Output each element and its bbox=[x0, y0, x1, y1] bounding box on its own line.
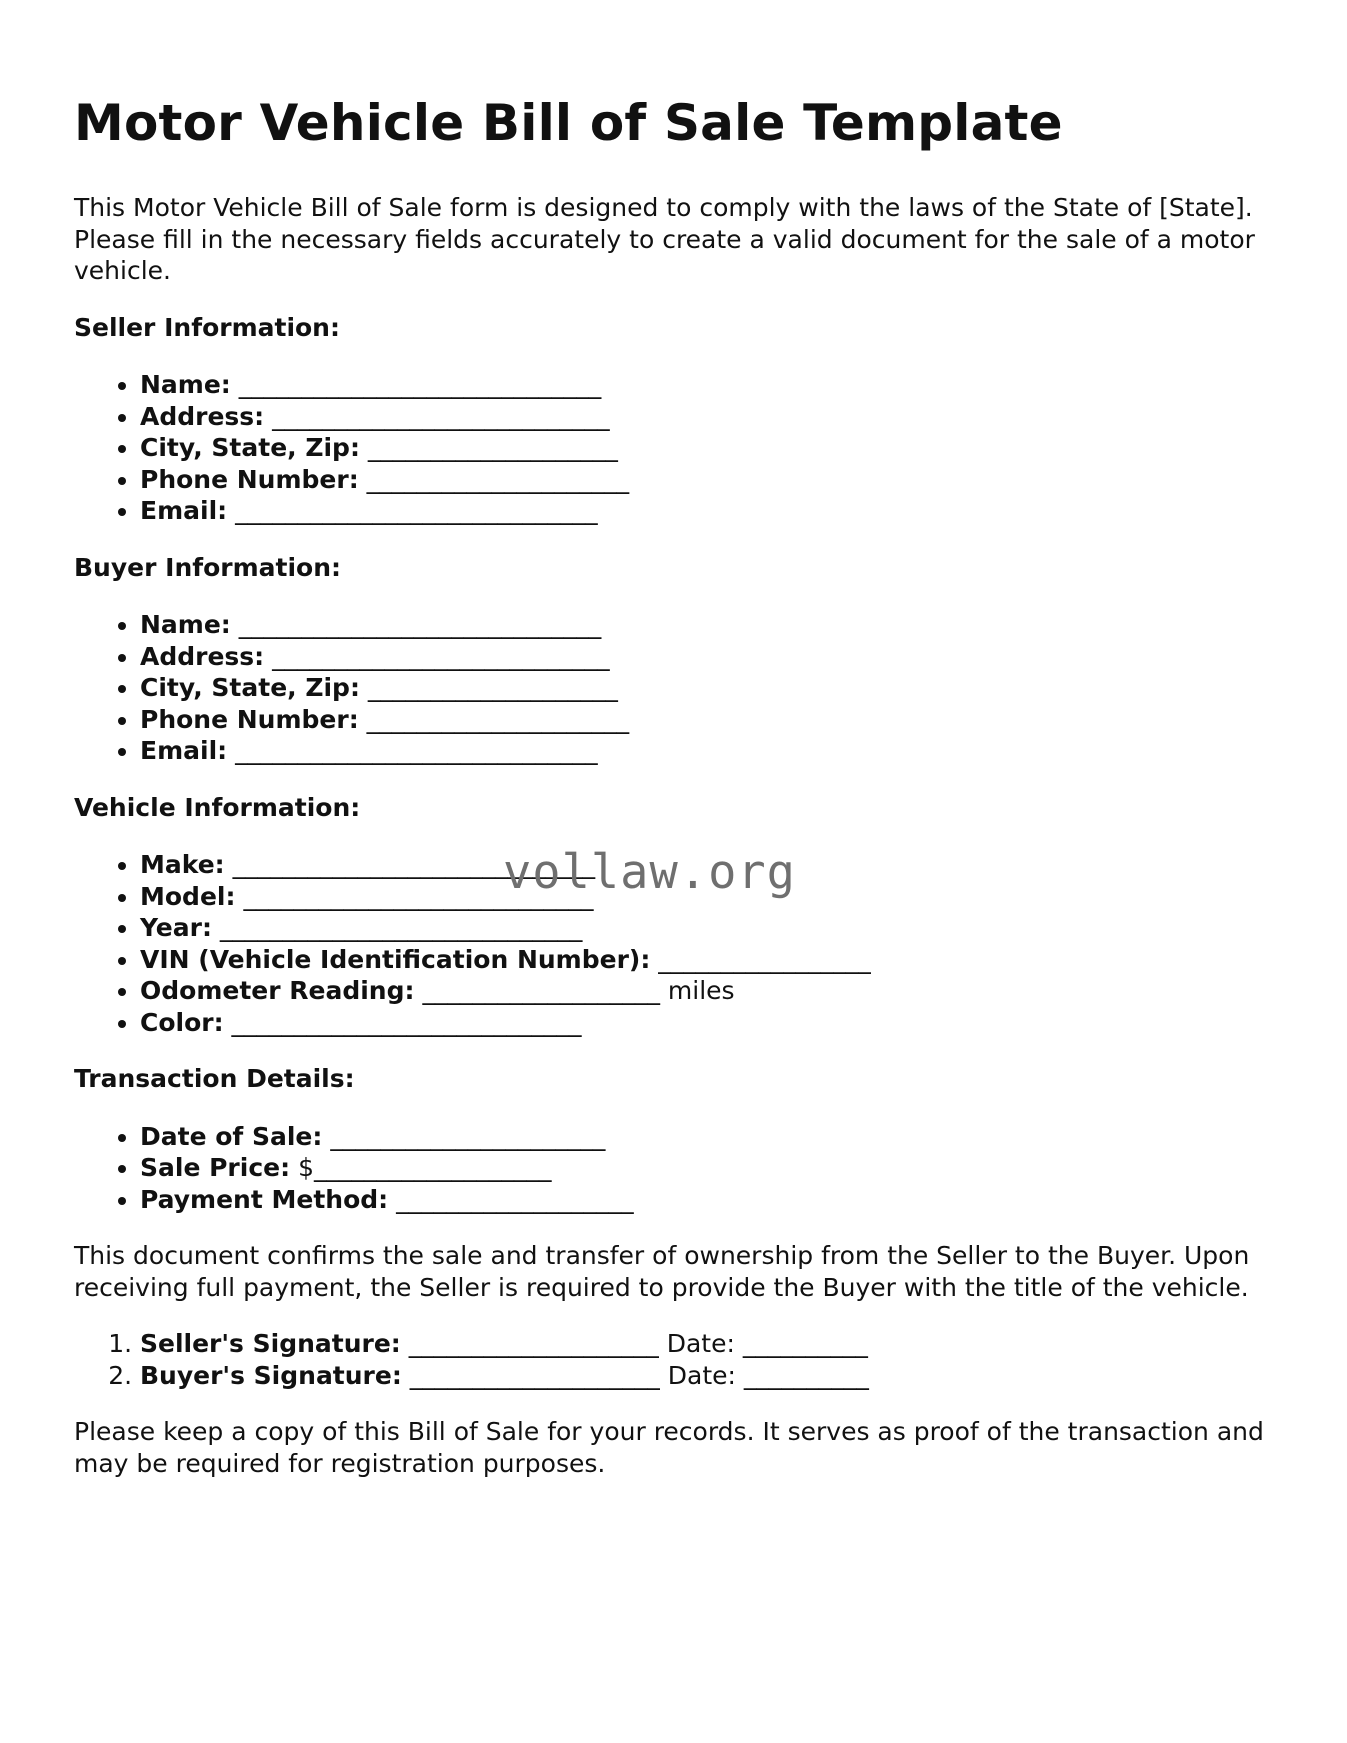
field-blank[interactable]: _____________________________ bbox=[238, 610, 602, 639]
closing-paragraph: Please keep a copy of this Bill of Sale for your records. It serves as proof of the transaction and may be required for registration purposes. bbox=[74, 1417, 1264, 1478]
vehicle-year-field bbox=[140, 912, 1294, 944]
buyer-fields-list bbox=[74, 609, 1294, 767]
vehicle-vin-field bbox=[140, 944, 1294, 976]
field-label: Model: bbox=[140, 881, 236, 911]
buyer-phone-field bbox=[140, 704, 1294, 736]
seller-phone-field bbox=[140, 464, 1294, 496]
intro-paragraph: This Motor Vehicle Bill of Sale form is designed to comply with the laws of the State of [State]. Please fill in the necessary fields accurately to create a valid document for the sale of a motor vehicle. bbox=[74, 193, 1255, 285]
document-page bbox=[74, 92, 1294, 1479]
buyer-address-field bbox=[140, 641, 1294, 673]
field-label: Address: bbox=[140, 401, 265, 431]
field-label: Email: bbox=[140, 736, 228, 765]
buyer-heading: Buyer Information: bbox=[74, 552, 342, 582]
field-blank[interactable]: _____________________________ bbox=[238, 370, 602, 399]
buyer-name-field bbox=[140, 609, 1294, 641]
transaction-heading: Transaction Details: bbox=[74, 1064, 355, 1093]
field-label: Phone Number: bbox=[140, 464, 359, 494]
field-label: Email: bbox=[140, 496, 228, 525]
payment-method-field bbox=[140, 1184, 1294, 1216]
field-label: Address: bbox=[140, 641, 265, 671]
watermark-text: vollaw.org bbox=[503, 845, 796, 900]
seller-email-field bbox=[140, 495, 1294, 527]
field-blank[interactable]: ___________________ miles bbox=[422, 976, 735, 1005]
seller-city-state-zip-field bbox=[140, 432, 1294, 464]
field-label: Color: bbox=[140, 1007, 224, 1037]
buyer-city-state-zip-field bbox=[140, 672, 1294, 704]
field-label: Name: bbox=[140, 610, 231, 639]
vehicle-odometer-field bbox=[140, 975, 1294, 1007]
field-label: Buyer's Signature: bbox=[140, 1360, 402, 1390]
field-blank[interactable]: _____________________________ bbox=[232, 850, 596, 879]
signature-blank[interactable]: ____________________ Date: __________ bbox=[409, 1360, 869, 1390]
field-blank[interactable]: ___________________________ bbox=[272, 401, 610, 431]
field-blank[interactable]: ___________________ bbox=[396, 1184, 634, 1214]
field-blank[interactable]: _____________________ bbox=[366, 704, 630, 734]
vehicle-heading: Vehicle Information: bbox=[74, 792, 361, 822]
field-blank[interactable]: _____________________________ bbox=[235, 736, 598, 765]
field-label: Name: bbox=[140, 370, 231, 399]
seller-signature-line bbox=[140, 1328, 1294, 1360]
confirmation-paragraph: This document confirms the sale and transfer of ownership from the Seller to the Buyer. Upon receiving full payment, the Seller is required to provide the Buyer with the title of the vehicle. bbox=[74, 1241, 1250, 1302]
field-blank[interactable]: _____________________________ bbox=[219, 913, 583, 942]
date-of-sale-field bbox=[140, 1121, 1294, 1153]
field-label: Odometer Reading: bbox=[140, 976, 415, 1005]
field-blank[interactable]: ______________________ bbox=[330, 1121, 606, 1151]
field-blank[interactable]: ____________________ bbox=[367, 673, 618, 702]
field-blank[interactable]: _____________________________ bbox=[235, 496, 598, 525]
field-label: City, State, Zip: bbox=[140, 673, 360, 702]
seller-fields-list bbox=[74, 369, 1294, 527]
signatures-list bbox=[74, 1328, 1294, 1391]
seller-heading: Seller Information: bbox=[74, 312, 340, 342]
buyer-signature-line bbox=[140, 1360, 1294, 1392]
signature-blank[interactable]: ____________________ Date: __________ bbox=[408, 1329, 868, 1358]
field-blank[interactable]: _________________ bbox=[658, 944, 871, 974]
field-label: Year: bbox=[140, 913, 212, 942]
field-label: City, State, Zip: bbox=[140, 433, 360, 462]
buyer-email-field bbox=[140, 735, 1294, 767]
field-label: VIN (Vehicle Identification Number): bbox=[140, 944, 651, 974]
transaction-fields-list bbox=[74, 1121, 1294, 1216]
field-blank[interactable]: ____________________ bbox=[367, 433, 618, 462]
page-title: Motor Vehicle Bill of Sale Template bbox=[74, 94, 1063, 152]
field-blank[interactable]: ___________________________ bbox=[272, 641, 610, 671]
vehicle-color-field bbox=[140, 1007, 1294, 1039]
field-label: Date of Sale: bbox=[140, 1121, 323, 1151]
sale-price-field bbox=[140, 1152, 1294, 1184]
field-blank[interactable]: ____________________________ bbox=[243, 881, 594, 911]
field-blank[interactable]: _____________________ bbox=[366, 464, 630, 494]
field-blank[interactable]: ____________________________ bbox=[231, 1007, 582, 1037]
seller-address-field bbox=[140, 401, 1294, 433]
field-label: Phone Number: bbox=[140, 704, 359, 734]
field-label: Make: bbox=[140, 850, 225, 879]
seller-name-field bbox=[140, 369, 1294, 401]
field-blank[interactable]: $___________________ bbox=[298, 1153, 552, 1182]
field-label: Sale Price: bbox=[140, 1153, 291, 1182]
field-label: Payment Method: bbox=[140, 1184, 389, 1214]
field-label: Seller's Signature: bbox=[140, 1329, 401, 1358]
